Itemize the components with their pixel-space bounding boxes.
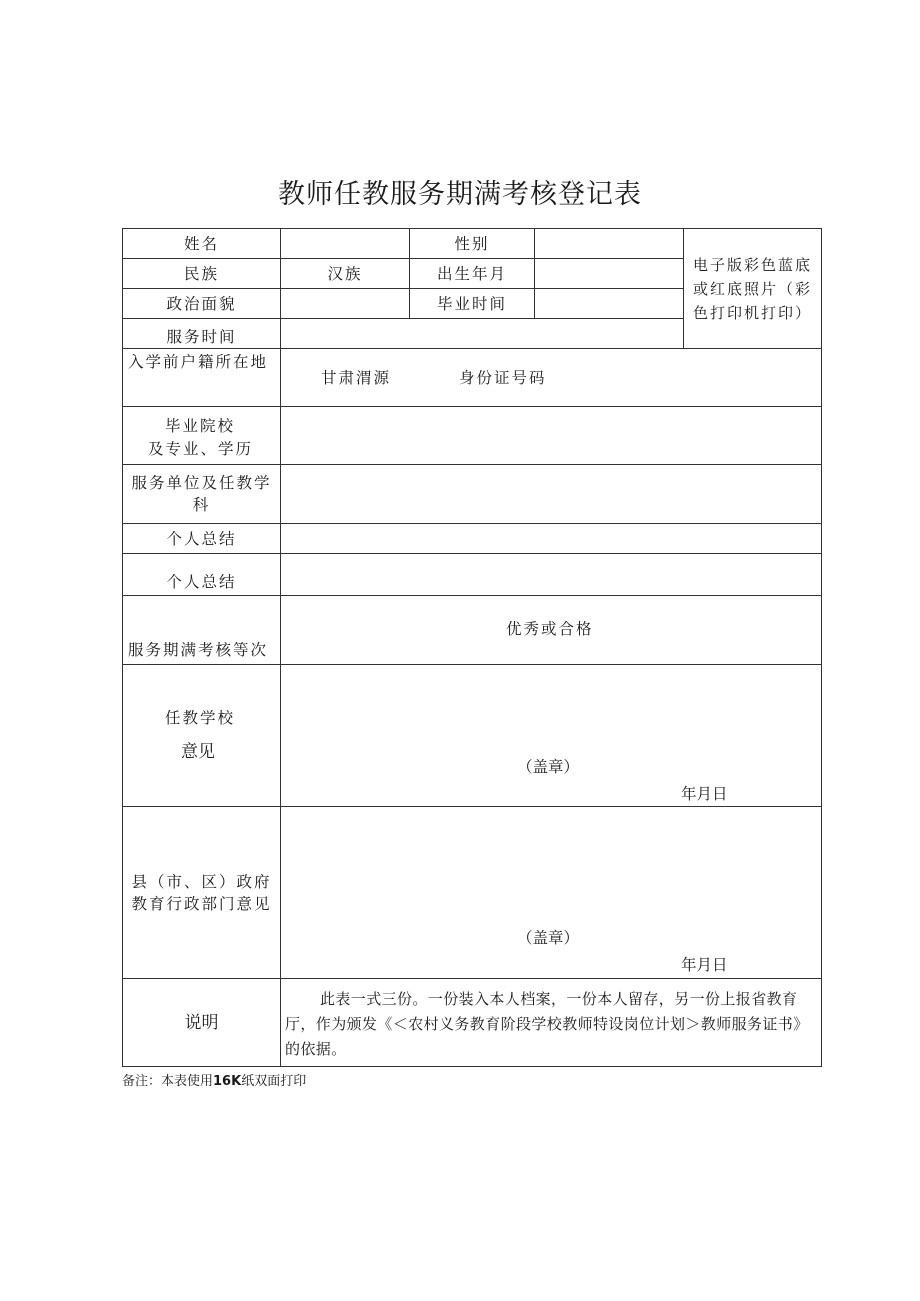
politics-field[interactable] <box>280 288 410 319</box>
gender-field[interactable] <box>534 228 684 259</box>
graduation-time-label: 毕业时间 <box>409 288 535 319</box>
summary-field-1[interactable] <box>280 523 822 554</box>
school-label-line2: 及专业、学历 <box>148 440 254 458</box>
name-field[interactable] <box>280 228 410 259</box>
page-title: 教师任教服务期满考核登记表 <box>278 179 642 210</box>
explain-text: 此表一式三份。一份装入本人档案，一份本人留存，另一份上报省教育厅，作为颁发《＜农村义务教育阶段学校教师特设岗位计划＞教师服务证书》的依据。 <box>280 978 822 1067</box>
birth-field[interactable] <box>534 258 684 289</box>
grade-field[interactable] <box>280 595 822 665</box>
school-label <box>122 406 281 465</box>
school-date: 年月日 <box>681 785 728 803</box>
graduation-time-field[interactable] <box>534 288 684 319</box>
service-time-field[interactable] <box>280 318 684 349</box>
explain-label: 说明 <box>122 978 281 1067</box>
grade-label <box>122 595 281 665</box>
household-label: 入学前户籍所在地 <box>122 348 281 407</box>
service-time-label: 服务时间 <box>122 318 281 349</box>
footnote-paper: 16K <box>213 1074 242 1089</box>
county-seal: （盖章） <box>517 929 580 947</box>
birth-label: 出生年月 <box>409 258 535 289</box>
household-value: 甘肃渭源 <box>321 369 392 387</box>
summary-field-2[interactable] <box>280 553 822 596</box>
county-date: 年月日 <box>681 956 728 974</box>
county-opinion-field[interactable] <box>280 806 822 979</box>
school-opinion-label <box>122 664 281 807</box>
unit-field[interactable] <box>280 464 822 524</box>
politics-label: 政治面貌 <box>122 288 281 319</box>
school-opinion-line2: 意见 <box>181 742 215 762</box>
household-field[interactable] <box>280 348 822 407</box>
school-opinion-line1: 任教学校 <box>165 709 236 727</box>
unit-label: 服务单位及任教学科 <box>122 464 281 524</box>
school-opinion-field[interactable] <box>280 664 822 807</box>
ethnicity-label: 民族 <box>122 258 281 289</box>
gender-label: 性别 <box>409 228 535 259</box>
footnote-suffix: 纸双面打印 <box>241 1074 307 1089</box>
name-label: 姓名 <box>122 228 281 259</box>
footnote-prefix: 备注：本表使用 <box>122 1074 214 1089</box>
grade-value: 优秀或合格 <box>506 620 594 638</box>
school-label-line1: 毕业院校 <box>165 417 236 435</box>
county-opinion-label: 县（市、区）政府教育行政部门意见 <box>122 806 281 979</box>
school-field[interactable] <box>280 406 822 465</box>
school-seal: （盖章） <box>517 758 580 776</box>
footnote <box>122 1070 306 1089</box>
photo-box[interactable]: 电子版彩色蓝底或红底照片（彩色打印机打印） <box>683 228 822 349</box>
summary-label-1: 个人总结 <box>122 523 281 554</box>
summary-label-2: 个人总结 <box>122 553 281 596</box>
ethnicity-field[interactable]: 汉族 <box>280 258 410 289</box>
id-number-label: 身份证号码 <box>459 369 547 387</box>
grade-label-text: 服务期满考核等次 <box>128 641 269 659</box>
